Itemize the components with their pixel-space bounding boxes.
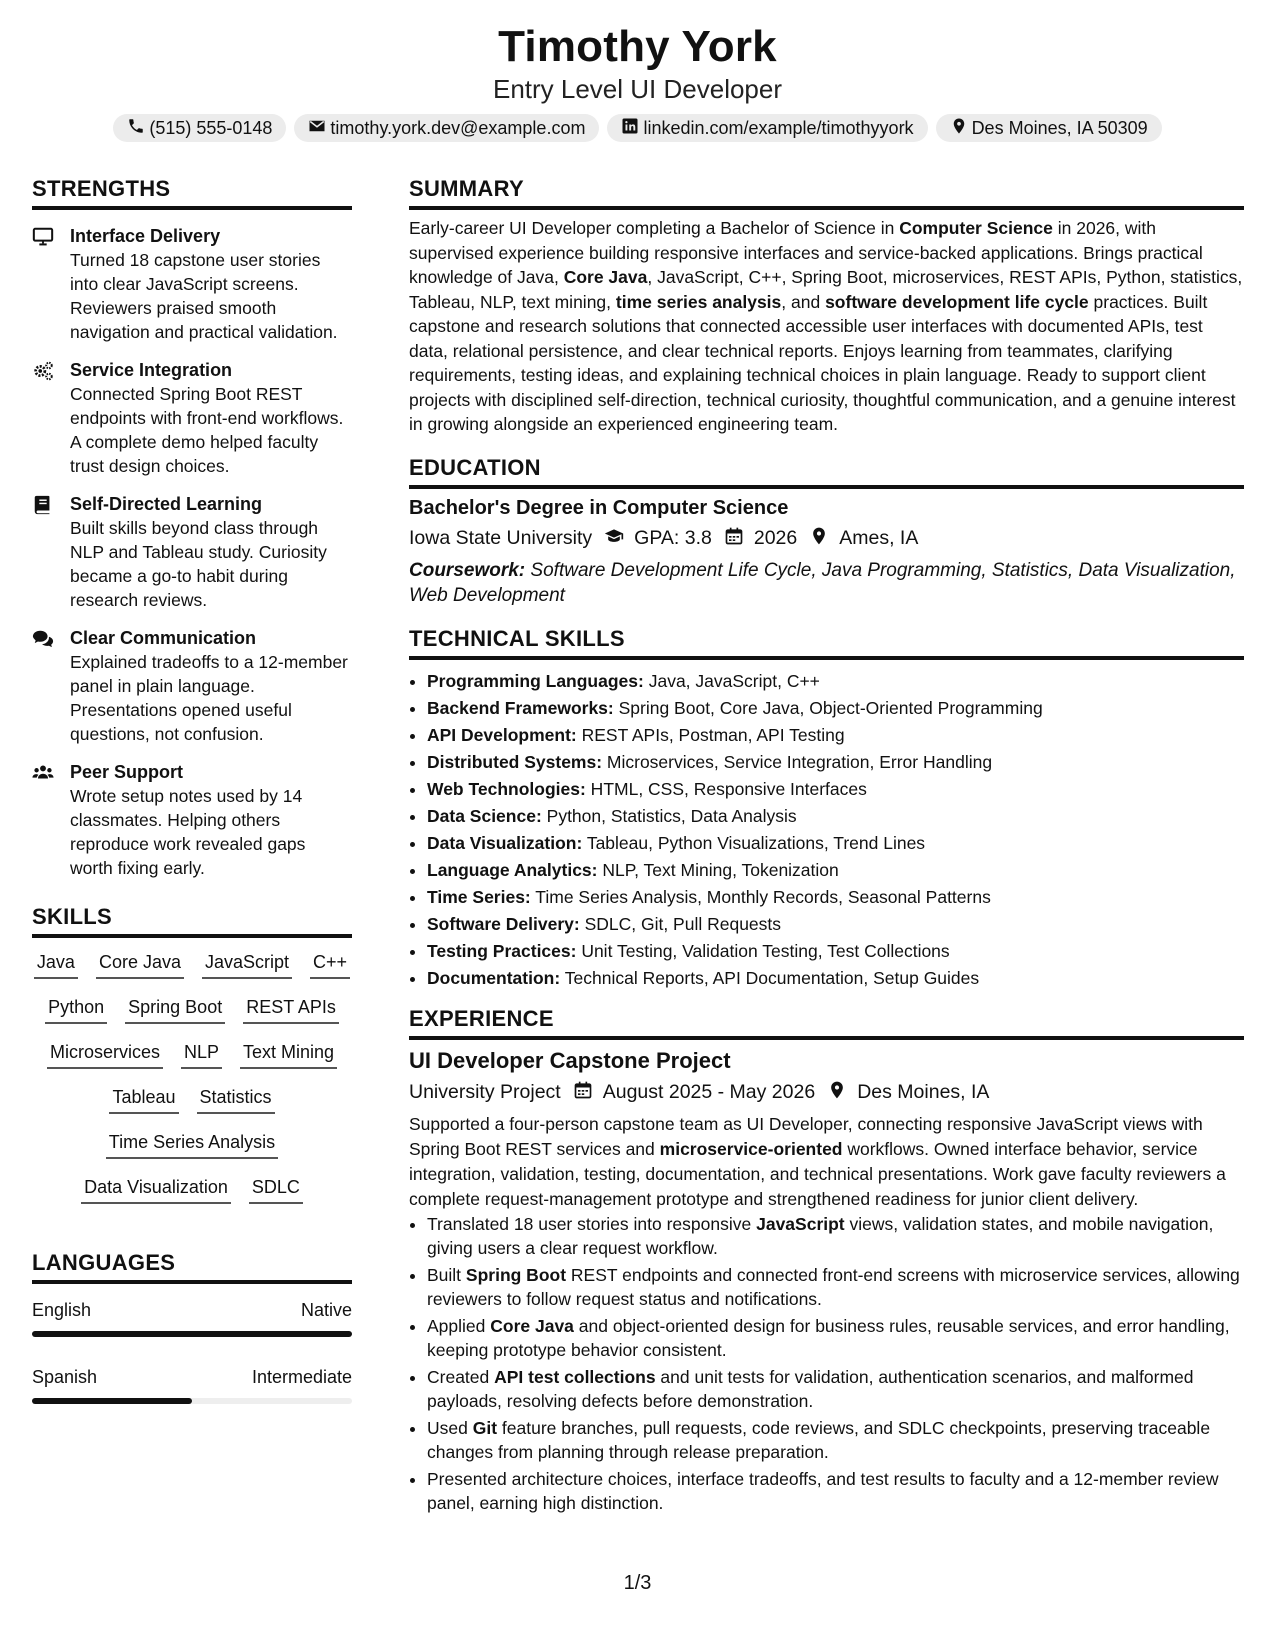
skill-chip: Tableau: [109, 1085, 178, 1114]
skill-chip: Text Mining: [240, 1040, 337, 1069]
strength-title: Clear Communication: [70, 628, 257, 648]
skill-chip: Time Series Analysis: [106, 1130, 278, 1159]
contact-phone[interactable]: [113, 114, 286, 142]
contact-email-text: timothy.york.dev@example.com: [330, 117, 586, 138]
right-column: [409, 176, 1244, 1518]
skill-values: NLP, Text Mining, Tokenization: [597, 859, 839, 880]
skill-category: Language Analytics:: [427, 859, 598, 880]
skill-category: Data Visualization:: [427, 832, 583, 853]
calendar-icon: [712, 526, 754, 552]
school-name: Iowa State University: [409, 527, 593, 549]
strength-desc: Built skills beyond class through NLP and Tableau study. Curiosity became a go-to habit during research reviews.: [70, 518, 327, 610]
skill-chip: JavaScript: [202, 950, 292, 979]
skill-chip: Spring Boot: [125, 995, 225, 1024]
skills-row: [32, 1130, 352, 1175]
list-item: [427, 722, 1244, 749]
skill-values: Microservices, Service Integration, Error Handling: [602, 751, 993, 772]
skill-chip: Java: [34, 950, 78, 979]
language-bar: [32, 1331, 352, 1337]
contact-bar: [0, 114, 1275, 142]
skill-chip: C++: [310, 950, 350, 979]
skill-category: Software Delivery:: [427, 913, 580, 934]
experience-heading: EXPERIENCE: [409, 1006, 1244, 1040]
skill-values: Spring Boot, Core Java, Object-Oriented Programming: [613, 697, 1043, 718]
language-bar-fill: [32, 1398, 192, 1404]
technical-skills-list: [409, 668, 1244, 992]
envelope-icon: [308, 117, 330, 140]
contact-linkedin[interactable]: [607, 114, 927, 142]
strength-desc: Wrote setup notes used by 14 classmates. Helping others reproduce work revealed gaps worth fixing early.: [70, 786, 306, 878]
list-item: [427, 938, 1244, 965]
users-icon: [32, 760, 70, 880]
strength-desc: Turned 18 capstone user stories into clear JavaScript screens. Reviewers praised smooth navigation and practical validation.: [70, 250, 338, 342]
list-item: • Created API test collections and unit tests for validation, authentication scenarios, and malformed payloads, resolving defects before demonstration.: [427, 1365, 1244, 1414]
strengths-heading: STRENGTHS: [32, 176, 352, 210]
list-item: [427, 911, 1244, 938]
skill-category: API Development:: [427, 724, 577, 745]
education-meta: [409, 526, 1244, 552]
skills-row: [32, 1040, 352, 1085]
skill-chip: REST APIs: [243, 995, 339, 1024]
language-level: Native: [300, 1300, 352, 1320]
skill-category: Documentation:: [427, 967, 561, 988]
skills-chips: [32, 950, 352, 1220]
coursework-list: Software Development Life Cycle, Java Programming, Statistics, Data Visualization, Web Development: [409, 559, 1236, 606]
skill-values: Unit Testing, Validation Testing, Test Collections: [576, 940, 950, 961]
map-pin-icon: [950, 117, 972, 140]
map-pin-icon: [815, 1080, 857, 1106]
strength-item: [32, 492, 352, 612]
skill-chip: SDLC: [249, 1175, 303, 1204]
summary-heading: SUMMARY: [409, 176, 1244, 210]
contact-email[interactable]: [294, 114, 599, 142]
gears-icon: [32, 358, 70, 478]
skills-row: [32, 1085, 352, 1130]
experience-bullets: [409, 1212, 1244, 1516]
organization: University Project: [409, 1081, 561, 1103]
language-bar: [32, 1398, 352, 1404]
list-item: [427, 803, 1244, 830]
map-pin-icon: [797, 526, 839, 552]
list-item: • Used Git feature branches, pull requests, code reviews, and SDLC checkpoints, preserving traceable changes from planning through release preparation.: [427, 1416, 1244, 1465]
list-item: • Built Spring Boot REST endpoints and connected front-end screens with microservice services, allowing reviewers to follow request status and notifications.: [427, 1263, 1244, 1312]
list-item: [427, 965, 1244, 992]
contact-location: [936, 114, 1162, 142]
contact-location-text: Des Moines, IA 50309: [971, 117, 1148, 138]
experience-meta: [409, 1080, 1244, 1106]
skill-category: Web Technologies:: [427, 778, 586, 799]
skill-values: SDLC, Git, Pull Requests: [579, 913, 782, 934]
degree-title: Bachelor's Degree in Computer Science: [409, 496, 789, 519]
strength-desc: Explained tradeoffs to a 12-member panel in plain language. Presentations opened useful questions, not confusion.: [70, 652, 348, 744]
monitor-icon: [32, 224, 70, 344]
graduation-cap-icon: [592, 526, 634, 552]
calendar-icon: [561, 1080, 603, 1106]
page-number: 1/3: [623, 1572, 652, 1594]
skills-row: [32, 995, 352, 1040]
experience-description: Supported a four-person capstone team as UI Developer, connecting responsive JavaScript views with Spring Boot REST services and microservice-oriented workflows. Owned interface behavior, service integration, validation, testing, documentation, and technical presentations. Work gave faculty reviewers a complete request-management prototype and strengthened readiness for junior client delivery.: [409, 1113, 1226, 1209]
skill-category: Backend Frameworks:: [427, 697, 614, 718]
contact-linkedin-text: linkedin.com/example/timothyyork: [643, 117, 914, 138]
skill-values: Tableau, Python Visualizations, Trend Lines: [582, 832, 926, 853]
list-item: [427, 857, 1244, 884]
experience-dates: August 2025 - May 2026: [602, 1081, 816, 1103]
strength-title: Self-Directed Learning: [70, 494, 263, 514]
comments-icon: [32, 626, 70, 746]
strength-item: [32, 358, 352, 478]
list-item: [427, 749, 1244, 776]
education-heading: EDUCATION: [409, 455, 1244, 489]
skill-chip: Core Java: [96, 950, 184, 979]
language-item: [32, 1300, 352, 1337]
skill-category: Programming Languages:: [427, 670, 644, 691]
language-name: English: [32, 1300, 92, 1320]
linkedin-icon: [621, 117, 643, 140]
list-item: [427, 776, 1244, 803]
skill-category: Time Series:: [427, 886, 531, 907]
skill-values: Time Series Analysis, Monthly Records, Seasonal Patterns: [530, 886, 991, 907]
skill-values: REST APIs, Postman, API Testing: [576, 724, 845, 745]
skills-heading: SKILLS: [32, 904, 352, 938]
list-item: [427, 668, 1244, 695]
phone-icon: [127, 117, 149, 140]
language-item: [32, 1367, 352, 1404]
skills-row: [32, 950, 352, 995]
candidate-name: Timothy York: [498, 22, 777, 71]
experience-job-title: UI Developer Capstone Project: [409, 1047, 731, 1073]
strength-item: [32, 760, 352, 880]
language-level: Intermediate: [251, 1367, 352, 1387]
left-column: [32, 176, 352, 1404]
skill-values: Python, Statistics, Data Analysis: [541, 805, 797, 826]
strength-title: Interface Delivery: [70, 226, 221, 246]
experience-location: Des Moines, IA: [857, 1081, 990, 1103]
list-item: • Applied Core Java and object-oriented design for business rules, reusable services, and error handling, keeping prototype behavior consistent.: [427, 1314, 1244, 1363]
skill-category: Data Science:: [427, 805, 542, 826]
strength-desc: Connected Spring Boot REST endpoints with front-end workflows. A complete demo helped faculty trust design choices.: [70, 384, 344, 476]
summary-text: Early-career UI Developer completing a Bachelor of Science in Computer Science in 2026, with supervised experience building responsive interfaces and service-backed applications. Brings practical knowledge of Java, Core Java, JavaScript, C++, Spring Boot, microservices, REST APIs, Python, statistics, Tableau, NLP, text mining, time series analysis, and software development life cycle practices. Built capstone and research solutions that connected accessible user interfaces with documented APIs, test data, relational persistence, and clear technical reports. Enjoys learning from teammates, clarifying requirements, testing ideas, and explaining technical choices in plain language. Ready to support client projects with disciplined self-direction, technical curiosity, thoughtful communication, and a genuine interest in growing alongside an experienced engineering team.: [409, 218, 1243, 434]
skill-chip: Data Visualization: [81, 1175, 231, 1204]
list-item: [427, 830, 1244, 857]
skill-values: HTML, CSS, Responsive Interfaces: [585, 778, 867, 799]
job-title-header: Entry Level UI Developer: [492, 74, 783, 104]
skill-chip: NLP: [181, 1040, 222, 1069]
book-icon: [32, 492, 70, 612]
skill-values: Technical Reports, API Documentation, Setup Guides: [560, 967, 980, 988]
skill-chip: Statistics: [197, 1085, 275, 1114]
skill-category: Distributed Systems:: [427, 751, 603, 772]
skill-chip: Microservices: [47, 1040, 163, 1069]
skills-row: [32, 1175, 352, 1220]
coursework: [409, 558, 1244, 608]
list-item: [427, 695, 1244, 722]
contact-phone-text: (515) 555-0148: [149, 117, 273, 138]
list-item: • Presented architecture choices, interface tradeoffs, and test results to faculty and a 12-member review panel, earning high distinction.: [427, 1467, 1244, 1516]
skill-values: Java, JavaScript, C++: [643, 670, 820, 691]
technical-skills-heading: TECHNICAL SKILLS: [409, 626, 1244, 660]
strength-title: Peer Support: [70, 762, 184, 782]
strength-item: [32, 626, 352, 746]
gpa-value: GPA: 3.8: [634, 527, 712, 549]
skill-category: Testing Practices:: [427, 940, 577, 961]
school-location: Ames, IA: [839, 527, 919, 549]
list-item: • Translated 18 user stories into responsive JavaScript views, validation states, and mobile navigation, giving users a clear request workflow.: [427, 1212, 1244, 1261]
language-name: Spanish: [32, 1367, 98, 1387]
skill-chip: Python: [45, 995, 107, 1024]
list-item: [427, 884, 1244, 911]
strength-item: [32, 224, 352, 344]
coursework-label: Coursework:: [409, 559, 526, 581]
graduation-year: 2026: [753, 527, 798, 549]
language-bar-fill: [32, 1331, 352, 1337]
languages-heading: LANGUAGES: [32, 1250, 352, 1284]
strength-title: Service Integration: [70, 360, 233, 380]
